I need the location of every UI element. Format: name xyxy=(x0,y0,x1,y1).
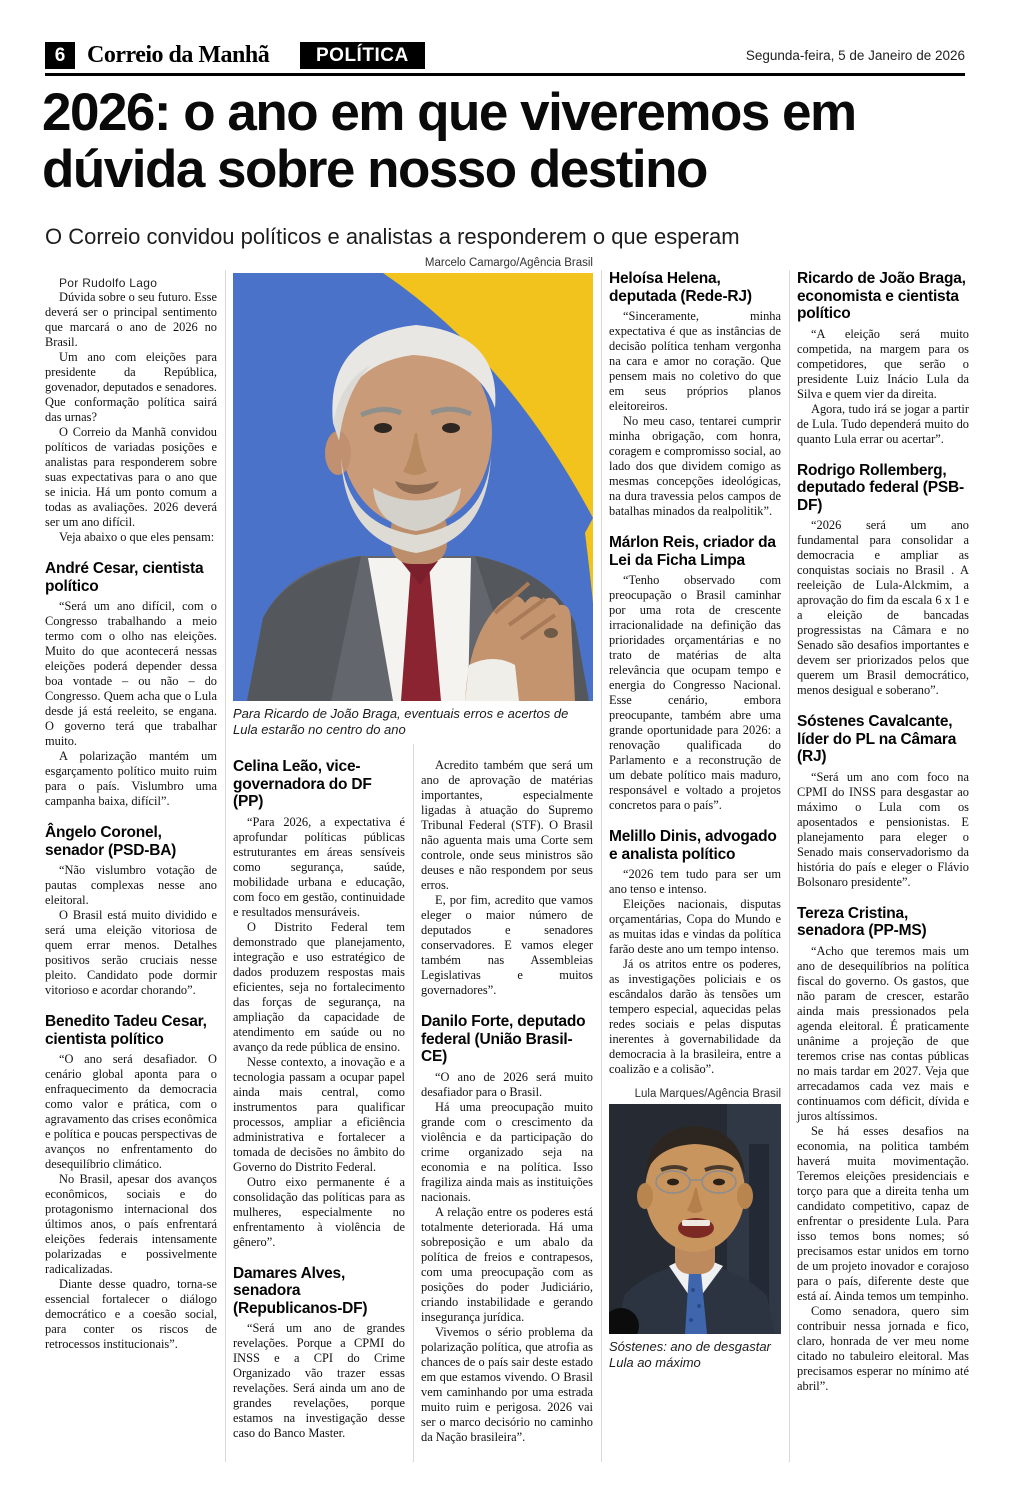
intro-paragraph: Veja abaixo o que eles pensam: xyxy=(59,530,215,544)
quote-paragraph: No meu caso, tentarei cumprir minha obrigação, com honra, coragem e compromisso social, ao lado dos que dividem comigo as mesmas concepções ideológicas, na dura travessia pelos campos de batalhas minados da realpolitik”. xyxy=(609,414,781,518)
byline: Por Rudolfo Lago xyxy=(59,276,158,290)
quote-paragraph: O Distrito Federal tem demonstrado que planejamento, integração e uso estratégico de dados produzem respostas mais eficientes, seja no fortalecimento das forças de segurança, na ampliação da capacidade de atendimento em saúde ou no avanço da rede pública de ensino. xyxy=(233,919,405,1054)
section-heading-heloisa: Heloísa Helena, deputada (Rede-RJ) xyxy=(609,270,752,305)
quote-paragraph: Já os atritos entre os poderes, as investigações policiais e os escândalos darão às tensões um tempero especial, aquecidas pelas redes sociais e pelas disputas inerentes à governabilidade da democracia à la brasileira, entre a coalizão e a colisão”. xyxy=(609,957,781,1076)
section-heading-damares: Damares Alves, senadora (Republicanos-DF) xyxy=(233,1264,368,1317)
sostenes-photo-credit: Lula Marques/Agência Brasil xyxy=(634,1088,781,1100)
quote-paragraph: “Acho que teremos mais um ano de desequilíbrios na política fiscal do governo. Os gastos, que não param de crescer, estarão ainda mais pressionados pela agenda eleitoral. É praticamente unânime a projeção de que teremos crise nas contas públicas no mais tardar em 2027. Veja que arrecadamos cada vez mais e continuamos com déficit, dívida e juros altíssimos. xyxy=(797,943,969,1123)
quote-paragraph: A relação entre os poderes está totalmente deteriorada. Há uma sobreposição e um abalo da política de freios e contrapesos, com uma preocupação com as posições do poder Judiciário, criando instabilidade e gerando insegurança jurídica. xyxy=(421,1204,593,1324)
column-4 xyxy=(609,270,781,1371)
lula-photo-credit: Marcelo Camargo/Agência Brasil xyxy=(424,257,593,269)
quote-paragraph: Diante desse quadro, torna-se essencial fortalecer o diálogo democrático e a coesão social, para conter os riscos de retrocessos institucionais”. xyxy=(45,1277,217,1351)
dateline: Segunda-feira, 5 de Janeiro de 2026 xyxy=(745,48,965,63)
section-heading-melillo: Melillo Dinis, advogado e analista político xyxy=(609,828,777,863)
sostenes-photo-block xyxy=(609,1087,781,1371)
section-heading-benedito: Benedito Tadeu Cesar, cientista político xyxy=(45,1013,207,1048)
section-heading-ricardo: Ricardo de João Braga, economista e cientista político xyxy=(797,270,966,322)
quote-paragraph: “Tenho observado com preocupação o Brasil caminhar por uma rota de crescente irracionalidade na definição das prioridades orçamentárias e no trato de matérias de alta relevância que ocupam tempo e energia do Congresso Nacional. Esse cenário, embora preocupante, também abre uma grande oportunidade para 2026: a renovação qualificada do Parlamento e a reconstrução de um debate político mais maduro, responsável e voltado a projetos concretos para o país”. xyxy=(609,573,781,812)
quote-paragraph: “Sinceramente, minha expectativa é que as instâncias de decisão política tenham vergonha na cara e amor no coração. Que pensem mais no coletivo do que em seus próprios planos eleitoreiros. xyxy=(609,309,781,413)
sostenes-photo xyxy=(609,1104,781,1334)
quote-paragraph: “O ano de 2026 será muito desafiador para o Brasil. xyxy=(421,1069,593,1099)
section-heading-sostenes: Sóstenes Cavalcante, líder do PL na Câmara (RJ) xyxy=(797,713,957,765)
column-1 xyxy=(45,276,217,1352)
quote-paragraph: Se há esses desafios na economia, na politica também haverá muita movimentação. Teremos eleições presidenciais e torço para que a direita tenha um candidato competitivo, capaz de enfrentar o presidente Lula. Para isso temos bons nomes; só precisamos estar unidos em torno de um projeto inovador e corajoso para o país, diferente deste que está aí. Ainda temos um tempinho. xyxy=(797,1123,969,1303)
quote-paragraph: “Será um ano de grandes revelações. Porque a CPMI do INSS e a CPI do Crime Organizado vão trazer essas revelações. Será ainda um ano de grandes revelações, porque estamos na investigação desse caso do Banco Master. xyxy=(233,1321,405,1440)
section-heading-danilo: Danilo Forte, deputado federal (União Brasil-CE) xyxy=(421,1013,586,1065)
quote-paragraph: O Brasil está muito dividido e será uma eleição vitoriosa de quem errar menos. Detalhes positivos serão cruciais nesse pleito. Candidato pode dormir vitorioso e acordar chorando”. xyxy=(45,908,217,997)
section-heading-marlon: Márlon Reis, criador da Lei da Ficha Limpa xyxy=(609,534,776,569)
column-5 xyxy=(797,270,969,1394)
sostenes-photo-caption: Sóstenes: ano de desgastar Lula ao máximo xyxy=(609,1339,771,1370)
quote-paragraph: Como senadora, quero sim contribuir nessa jornada e fico, claro, honrada de ver meu nome citado no tabuleiro eleitoral. Mas precisamos esperar no mínimo até abril”. xyxy=(797,1303,969,1393)
lula-photo-caption: Para Ricardo de João Braga, eventuais erros e acertos de Lula estarão no centro do ano xyxy=(233,706,569,737)
page-number: 6 xyxy=(45,42,75,69)
headline: 2026: o ano em que viveremos em dúvida sobre nosso destino xyxy=(42,83,856,199)
quote-paragraph: Acredito também que será um ano de aprovação de matérias importantes, especialmente ligadas à atuação do Supremo Tribunal Federal (STF). O Brasil não aguenta mais uma Corte sem controle, onde seus ministros são deuses e não respondem por seus erros. xyxy=(421,758,593,892)
column-rule xyxy=(789,270,790,1462)
column-2 xyxy=(233,758,405,1441)
intro-paragraph: Um ano com eleições para presidente da República, govenador, deputados e senadores. Que conformação política sairá das urnas? xyxy=(45,350,217,424)
section-label: POLÍTICA xyxy=(300,42,425,69)
quote-paragraph: “Será um ano difícil, com o Congresso trabalhando a meio termo com o olho nas eleições. Muito do que acontecerá nessas eleições poderá depender dessa boa vontade – ou não – do Congresso. Quem acha que o Lula desde já está reeleito, se engana. O governo terá que trabalhar muito. xyxy=(45,599,217,748)
section-heading-angelo: Ângelo Coronel, senador (PSD-BA) xyxy=(45,824,177,859)
quote-paragraph: Vivemos o sério problema da polarização política, que atrofia as chances de o país sair deste estado em que estamos vivendo. O Brasil vem caminhando por uma estrada muito ruim e perigosa. 2026 vai ser o marco decisório no caminho da Nação brasileira”. xyxy=(421,1324,593,1444)
quote-paragraph: “Será um ano com foco na CPMI do INSS para desgastar ao máximo o Lula com os aposentados e pensionistas. E planejamento para eleger o Senado mais conservadorismo da história do país e eleger o Flávio Bolsonaro presidente”. xyxy=(797,769,969,889)
quote-paragraph: “Não vislumbro votação de pautas complexas nesse ano eleitoral. xyxy=(45,863,217,907)
quote-paragraph: “2026 será um ano fundamental para consolidar a democracia e ampliar as conquistas sociais no Brasil . A reeleição de Lula-Alckmim, a aprovação do fim da escala 6 x 1 e a eleição de bancadas progressistas na Câmara e no Senado são desafios importantes e devem ser priorizados pelos que querem um Brasil democrático, menos desigual e soberano”. xyxy=(797,518,969,697)
intro-paragraph: Dúvida sobre o seu futuro. Esse deverá ser o principal sentimento que marcará o ano de 2026 no Brasil. xyxy=(45,290,217,349)
column-rule xyxy=(225,270,226,1462)
quote-paragraph: Agora, tudo irá se jogar a partir de Lula. Tudo dependerá muito do quanto Lula errar ou acertar”. xyxy=(797,401,969,446)
column-3 xyxy=(421,758,593,1445)
quote-paragraph: E, por fim, acredito que vamos eleger o maior número de deputados e senadores conservadores. E vamos eleger também nas Assembleias Legislativas e muitos governadores”. xyxy=(421,893,593,997)
section-heading-rodrigo: Rodrigo Rollemberg, deputado federal (PSB-DF) xyxy=(797,461,964,514)
column-rule xyxy=(413,744,414,1462)
quote-paragraph: Eleições nacionais, disputas orçamentárias, Copa do Mundo e as muitas idas e vindas da política farão deste ano um tempo intenso. xyxy=(609,897,781,956)
section-heading-andre: André Cesar, cientista político xyxy=(45,560,204,595)
header-rule xyxy=(45,73,965,76)
quote-paragraph: “A eleição será muito competida, na margem para os competidores, que serão o presidente Luiz Inácio Lula da Silva e quem vier da direita. xyxy=(797,326,969,401)
quote-paragraph: Há uma preocupação muito grande com o crescimento da violência e da participação do crime organizado seja na economia e na política. Isso fragiliza ainda mais as instituições nacionais. xyxy=(421,1099,593,1204)
quote-paragraph: “Para 2026, a expectativa é aprofundar políticas públicas estruturantes em áreas sensíveis como segurança, saúde, mobilidade urbana e educação, com foco em gestão, continuidade e resultados mensuráveis. xyxy=(233,814,405,919)
quote-paragraph: Outro eixo permanente é a consolidação das políticas para as mulheres, especialmente no enfrentamento à violência de gênero”. xyxy=(233,1174,405,1249)
quote-paragraph: A polarização mantém um esgarçamento político muito ruim para o país. Vislumbro uma campanha baixa, difícil”. xyxy=(45,749,217,808)
quote-paragraph: “O ano será desafiador. O cenário global aponta para o enfraquecimento da democracia como valor e prática, com o agravamento das crises econômica e política e poucas perspectivas de avanços no enfrentamento do desequilíbrio climático. xyxy=(45,1052,217,1171)
intro-paragraph: O Correio da Manhã convidou políticos de variadas posições e analistas para responderem sobre suas expectativas para o ano que se inicia. Há um ponto comum a todas as avaliações. 2026 deverá ser um ano difícil. xyxy=(45,425,217,529)
quote-paragraph: “2026 tem tudo para ser um ano tenso e intenso. xyxy=(609,867,781,896)
quote-paragraph: Nesse contexto, a inovação e a tecnologia passam a ocupar papel ainda mais central, como instrumentos para qualificar processos, ampliar a eficiência administrativa e fortalecer a tomada de decisões no âmbito do Governo do Distrito Federal. xyxy=(233,1054,405,1174)
quote-paragraph: No Brasil, apesar dos avanços econômicos, sociais e do protagonismo internacional dos últimos anos, o país enfrentará eleições federais intensamente polarizadas e possivelmente radicalizadas. xyxy=(45,1172,217,1276)
lula-photo-block xyxy=(233,256,593,738)
page-header xyxy=(45,42,965,72)
column-rule xyxy=(601,270,602,1462)
section-heading-tereza: Tereza Cristina, senadora (PP-MS) xyxy=(797,904,927,939)
deck: O Correio convidou políticos e analistas a responderem o que esperam xyxy=(45,224,740,249)
section-heading-celina: Celina Leão, vice-governadora do DF (PP) xyxy=(233,758,372,810)
lula-photo xyxy=(233,273,593,701)
masthead: Correio da Manhã xyxy=(87,42,270,68)
